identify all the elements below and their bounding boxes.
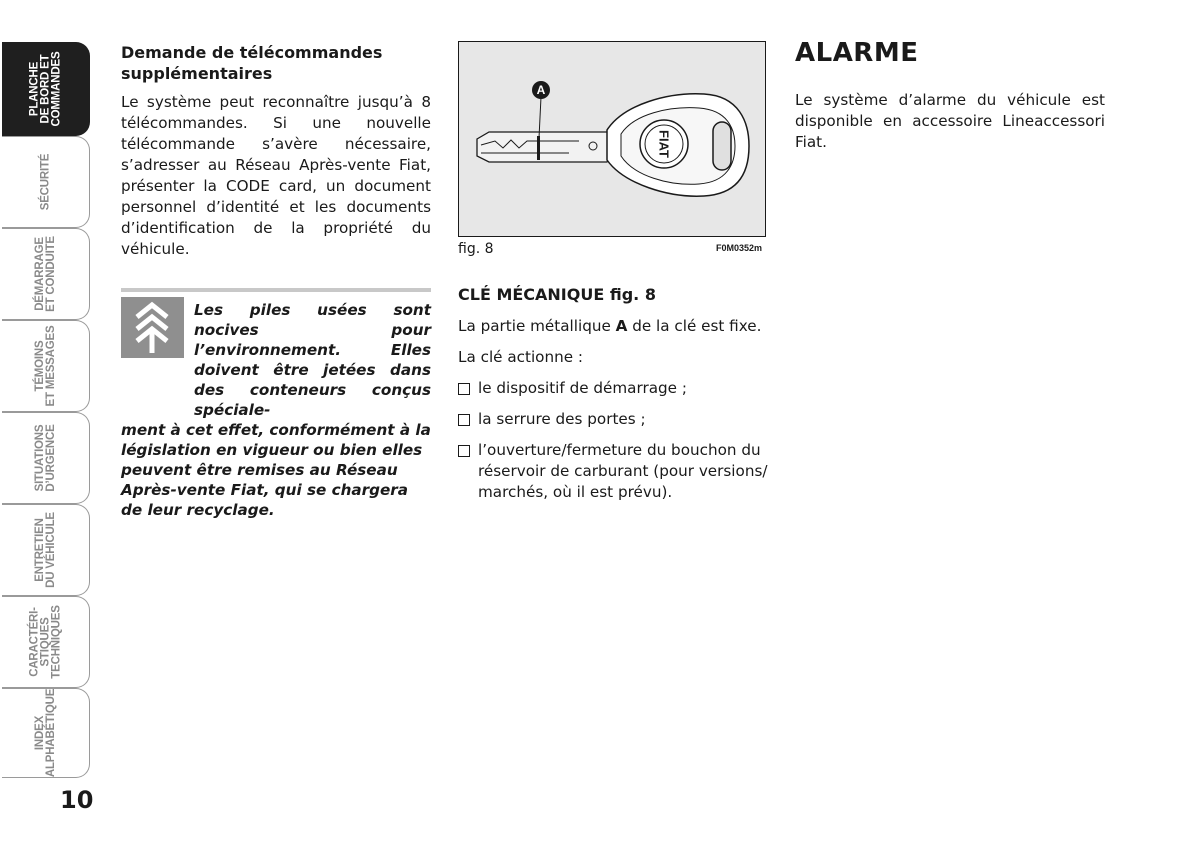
remote-heading: Demande de télécommandes supplémentaires — [121, 43, 383, 83]
alarm-section — [795, 38, 1105, 153]
warning-text — [121, 300, 431, 520]
remote-section — [121, 42, 431, 260]
key-illustration — [459, 42, 765, 236]
tab-planche-de-bord[interactable] — [2, 42, 90, 136]
remote-body: Le système peut reconnaître jusqu’à 8 télécommandes. Si une nouvelle télécommande s’avère nécessaire, s’adresser au Réseau Après-vente Fiat, présenter la CODE card, un document personnel d’identité et les documents d’identification de la propriété du véhicule. — [121, 93, 431, 258]
warning-divider — [121, 288, 431, 292]
warning-line-2: ment à cet effet, conformément à la législation en vigueur ou bien elles peuvent être remises au Réseau Après-vente Fiat, qui se chargera de leur recyclage. — [121, 421, 431, 519]
marker-a-label: A — [536, 83, 546, 98]
list-item-text: le dispositif de démarrage ; — [478, 379, 687, 397]
tab-label: ENTRETIEN DU VÉHICULE — [33, 512, 57, 588]
tab-label: DÉMARRAGE ET CONDUITE — [33, 236, 57, 312]
checkbox-bullet-icon — [458, 383, 470, 395]
tab-label: PLANCHE DE BORD ET COMMANDES — [28, 51, 62, 127]
tab-label: SÉCURITÉ — [39, 153, 51, 211]
p1-after: de la clé est fixe. — [627, 317, 762, 335]
list-item-text: la serrure des portes ; — [478, 410, 646, 428]
list-item — [458, 409, 768, 430]
p1-bold: A — [615, 317, 628, 335]
tab-caracteristiques[interactable] — [2, 596, 90, 688]
p1-before: La partie métallique — [458, 317, 616, 335]
alarm-heading: ALARME — [795, 38, 919, 68]
list-item — [458, 440, 768, 503]
page-number: 10 — [60, 786, 94, 814]
tab-demarrage[interactable] — [2, 228, 90, 320]
key-paragraph-1 — [458, 316, 768, 337]
warning-line-1: Les piles usées sont nocives pour l’environnement. Elles doivent être jetées dans des conteneurs conçus spéciale- — [194, 301, 431, 419]
tab-temoins[interactable] — [2, 320, 90, 412]
checkbox-bullet-icon — [458, 414, 470, 426]
key-figure — [458, 41, 766, 237]
tab-label: SITUATIONS D’URGENCE — [33, 424, 57, 492]
key-section — [458, 284, 768, 513]
logo-text: FIAT — [656, 130, 672, 158]
tab-label: CARACTÉRI- STIQUES TECHNIQUES — [28, 605, 62, 679]
key-heading: CLÉ MÉCANIQUE fig. 8 — [458, 285, 656, 304]
list-item-text: l’ouverture/fermeture du bouchon du réservoir de carburant (pour versions/ marchés, où il est prévu). — [478, 441, 768, 501]
list-item — [458, 378, 768, 399]
key-paragraph-2: La clé actionne : — [458, 348, 584, 366]
figure-code: F0M0352m — [716, 243, 763, 253]
alarm-body: Le système d’alarme du véhicule est disponible en accessoire Lineaccessori Fiat. — [795, 91, 1105, 151]
tab-label: INDEX ALPHABÉTIQUE — [33, 688, 57, 778]
checkbox-bullet-icon — [458, 445, 470, 457]
tab-entretien[interactable] — [2, 504, 90, 596]
figure-label: fig. 8 — [458, 241, 494, 257]
tab-securite[interactable] — [2, 136, 90, 228]
tab-index[interactable] — [2, 688, 90, 778]
tab-label: TÉMOINS ET MESSAGES — [33, 325, 57, 407]
tab-situations[interactable] — [2, 412, 90, 504]
